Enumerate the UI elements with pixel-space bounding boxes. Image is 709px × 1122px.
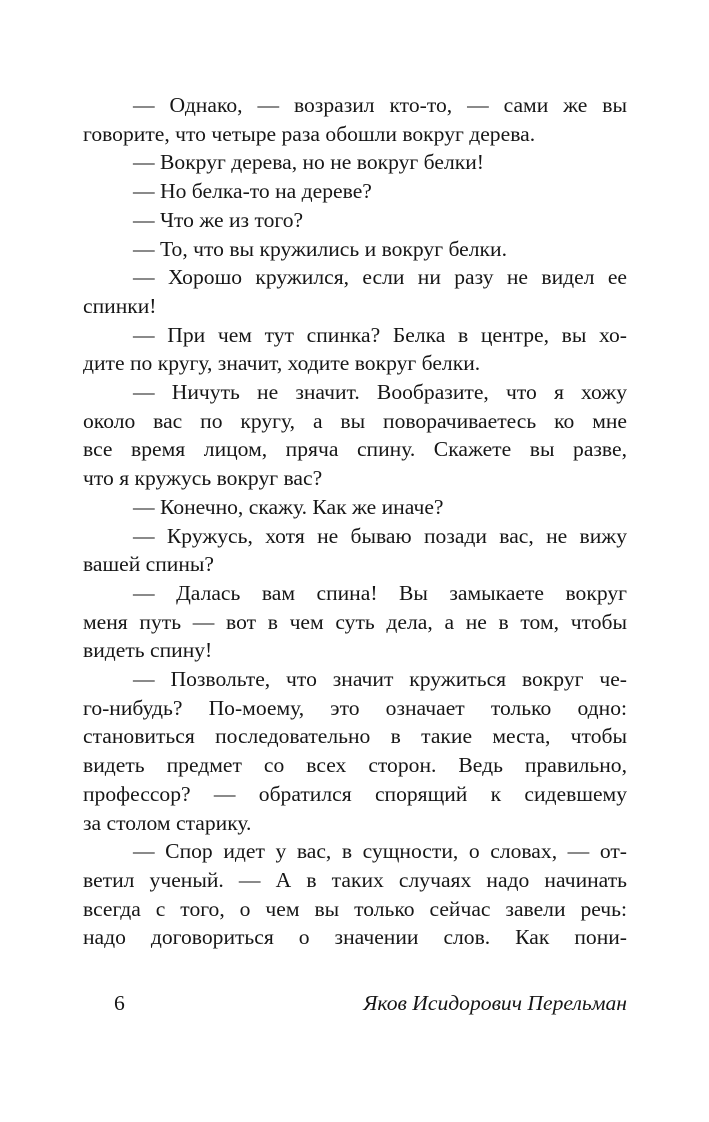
text-line: видеть спину! xyxy=(83,638,213,663)
text-line: — Вокруг дерева, но не вокруг белки! xyxy=(133,150,484,175)
page-footer xyxy=(83,989,627,1017)
text-line: надо договориться о значении слов. Как пони- xyxy=(83,925,627,950)
text-line: что я кружусь вокруг вас? xyxy=(83,466,323,491)
text-line: все время лицом, пряча спину. Скажете вы разве, xyxy=(83,437,627,462)
text-line: — Однако, — возразил кто-то, — сами же вы xyxy=(133,93,627,117)
text-line: дите по кругу, значит, ходите вокруг белки. xyxy=(83,351,481,376)
text-line: профессор? — обратился спорящий к сидевшему xyxy=(83,781,627,806)
text-line: спинки! xyxy=(83,293,157,318)
text-line: — Конечно, скажу. Как же иначе? xyxy=(133,494,444,519)
text-line: около вас по кругу, а вы поворачиваетесь ко мне xyxy=(83,408,627,433)
text-line: говорите, что четыре раза обошли вокруг дерева. xyxy=(83,121,536,146)
running-footer-author: Яков Исидорович Перельман xyxy=(363,991,627,1015)
text-line: — Позвольте, что значит кружиться вокруг че- xyxy=(133,667,627,692)
page-number: 6 xyxy=(114,991,125,1015)
text-line: го-нибудь? По-моему, это означает только одно: xyxy=(83,695,627,720)
text-line: — Ничуть не значит. Вообразите, что я хожу xyxy=(133,380,627,405)
text-line: видеть предмет со всех сторон. Ведь правильно, xyxy=(83,753,627,778)
text-line: за столом старику. xyxy=(83,810,252,835)
body-text xyxy=(83,91,627,952)
text-line: становиться последовательно в такие места, чтобы xyxy=(83,724,627,749)
text-line: — Кружусь, хотя не бываю позади вас, не вижу xyxy=(133,523,627,548)
text-line: — Далась вам спина! Вы замыкаете вокруг xyxy=(133,580,627,605)
text-line: — Спор идет у вас, в сущности, о словах, — от- xyxy=(133,839,627,864)
text-line: — То, что вы кружились и вокруг белки. xyxy=(133,236,507,261)
text-line: — Но белка-то на дереве? xyxy=(133,179,372,204)
text-line: вашей спины? xyxy=(83,552,215,577)
text-line: всегда с того, о чем вы только сейчас завели речь: xyxy=(83,896,627,921)
text-line: — Хорошо кружился, если ни разу не видел ее xyxy=(133,265,627,290)
text-line: меня путь — вот в чем суть дела, а не в том, чтобы xyxy=(83,609,627,634)
text-line: ветил ученый. — А в таких случаях надо начинать xyxy=(83,867,627,892)
text-line: — Что же из того? xyxy=(133,207,304,232)
text-line: — При чем тут спинка? Белка в центре, вы хо- xyxy=(133,322,627,347)
